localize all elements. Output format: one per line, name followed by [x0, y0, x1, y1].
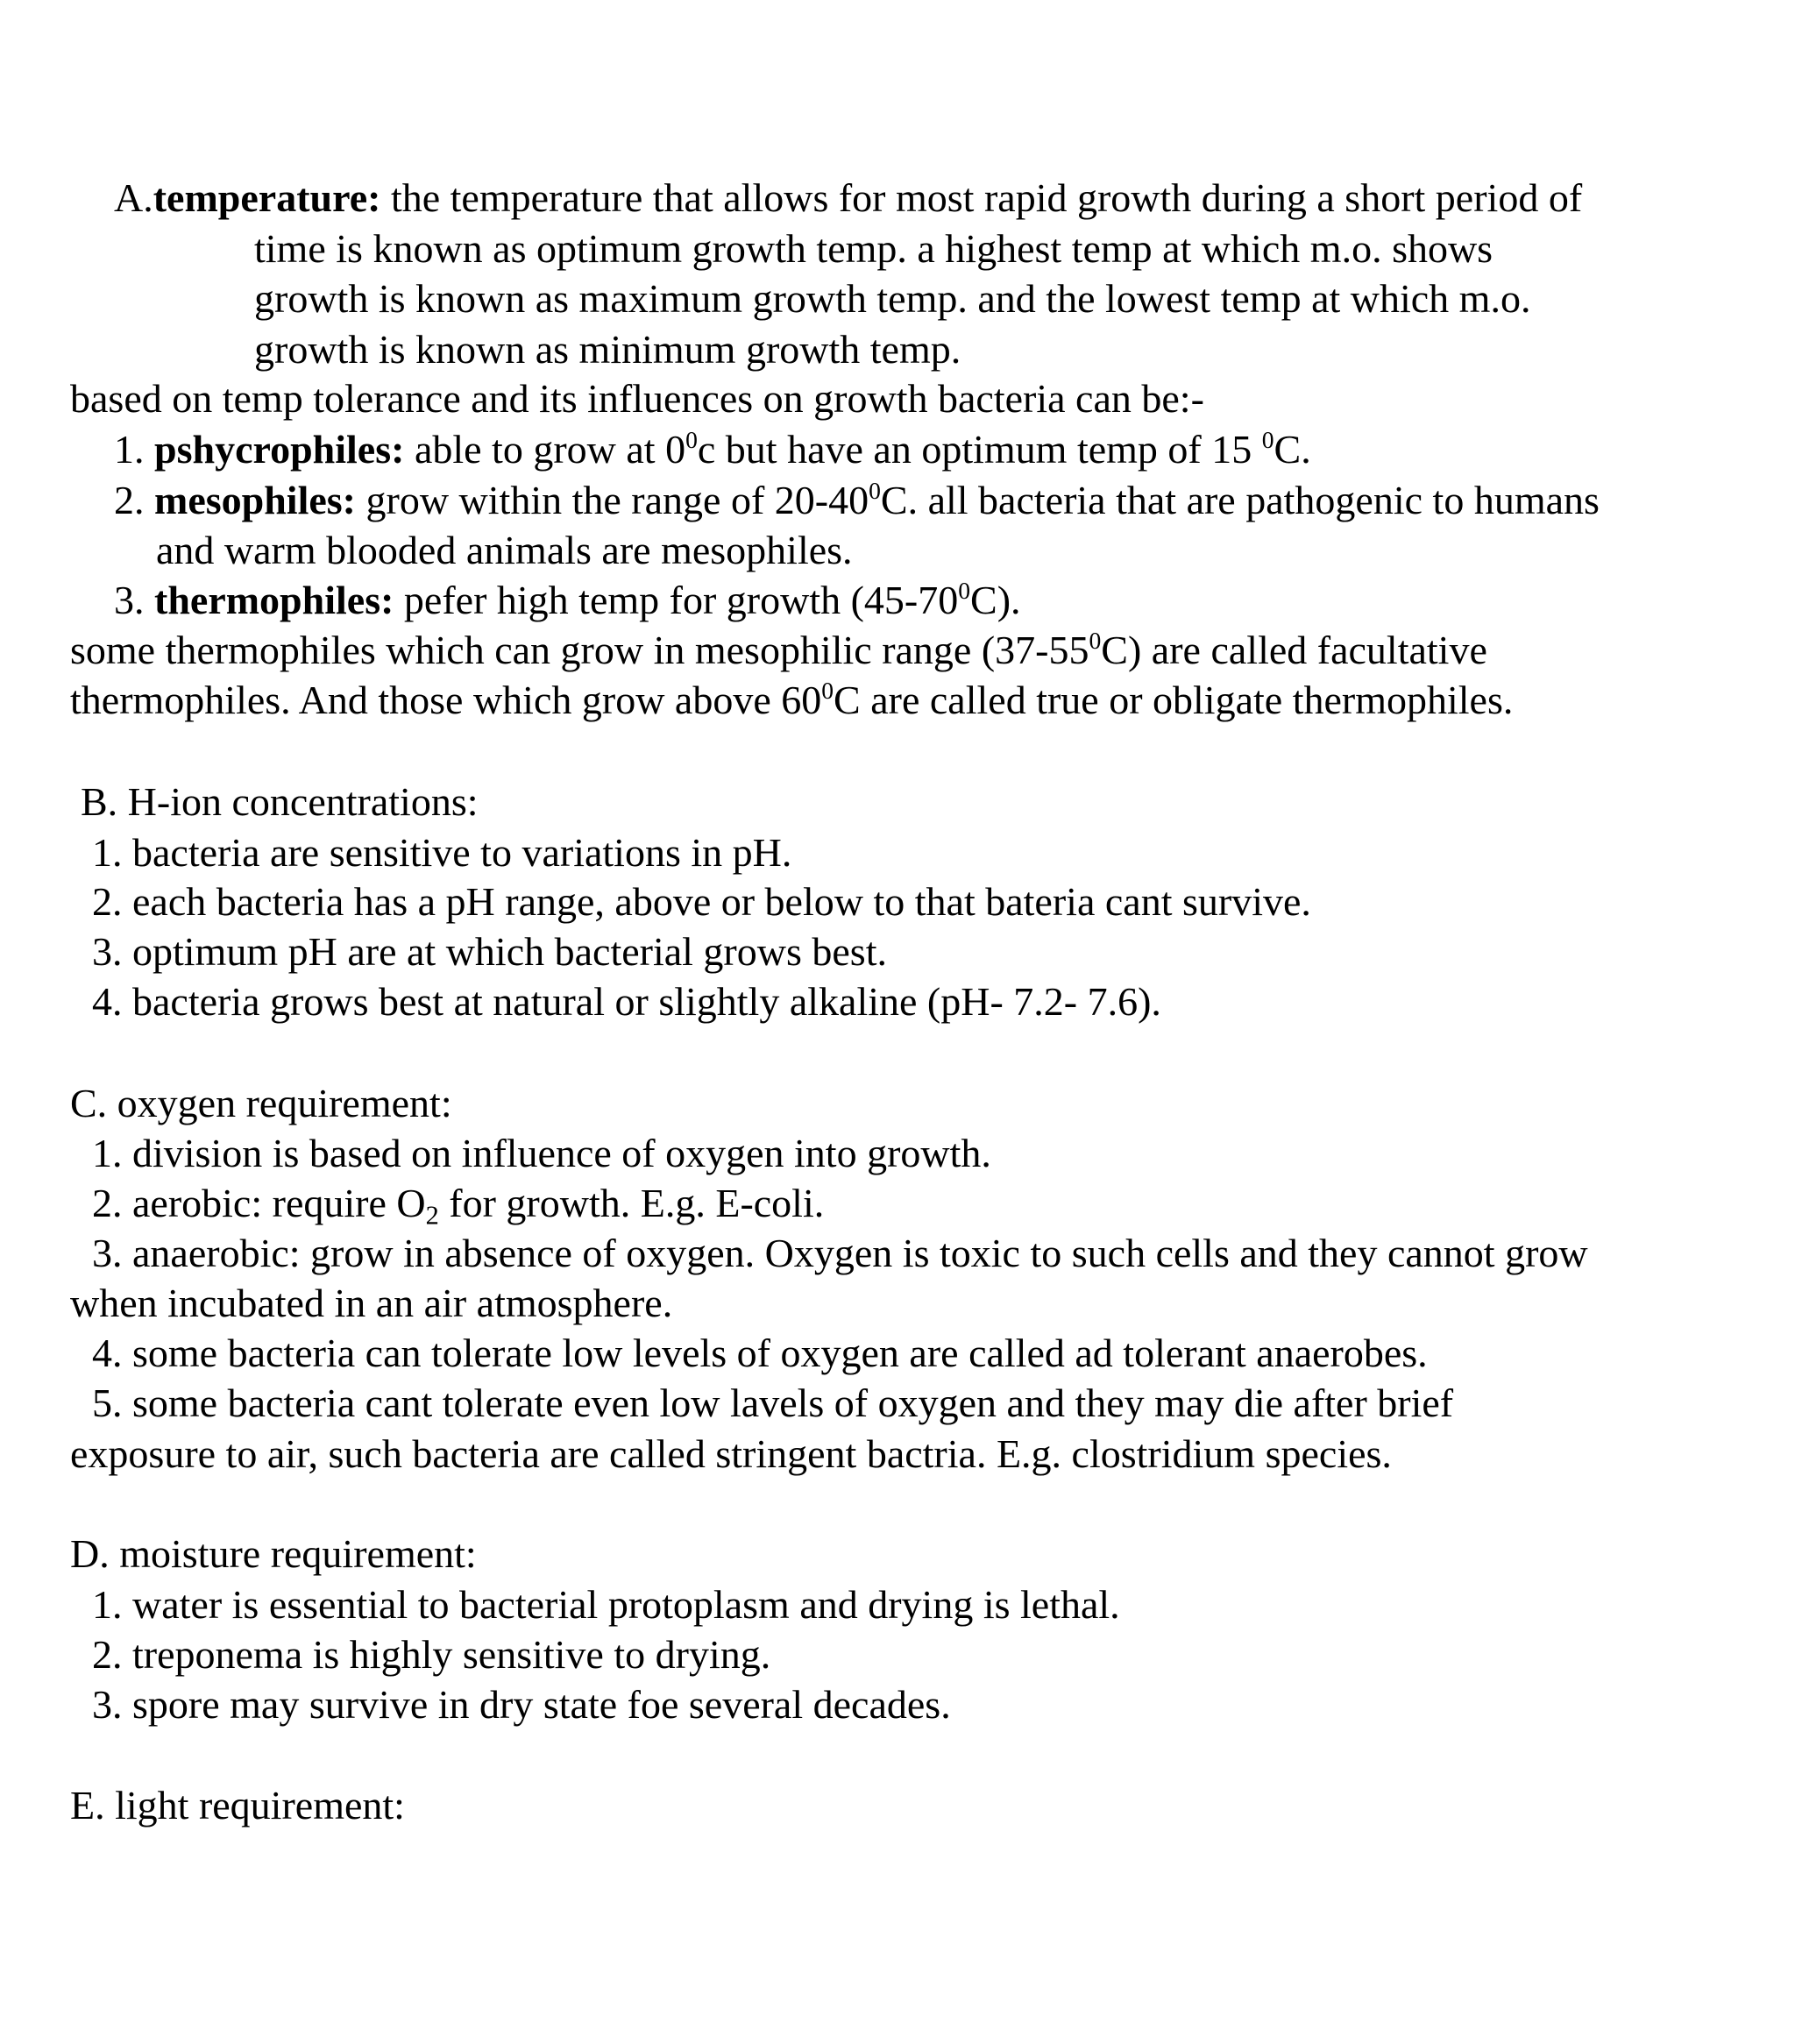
section-c-item-2: [92, 1181, 825, 1231]
paragraph-text: thermophiles. And those which grow above 60: [70, 678, 822, 722]
item-text: C.: [1274, 427, 1311, 472]
degree-superscript: 0: [869, 476, 881, 504]
item-text: C. all bacteria that are pathogenic to humans: [880, 478, 1600, 522]
thermophiles-item: [114, 576, 1021, 622]
section-a-line-2: time is known as optimum growth temp. a highest temp at which m.o. shows: [254, 226, 1493, 271]
facultative-thermophiles-line: [70, 626, 1487, 672]
oxygen-subscript: 2: [425, 1200, 439, 1231]
section-d-item-3: 3. spore may survive in dry state foe several decades.: [92, 1682, 951, 1727]
item-text: pefer high temp for growth (45-70: [394, 578, 959, 622]
section-c-item-3-continued: when incubated in an air atmosphere.: [70, 1281, 673, 1325]
degree-superscript: 0: [685, 425, 698, 453]
list-number: 2.: [114, 478, 145, 522]
degree-superscript: 0: [1261, 425, 1274, 453]
section-b-item-1: 1. bacteria are sensitive to variations in pH.: [92, 830, 792, 875]
section-a-term: temperature:: [153, 175, 381, 220]
thermophiles-term: thermophiles:: [154, 578, 394, 622]
paragraph-text: some thermophiles which can grow in mesophilic range (37-55: [70, 628, 1089, 672]
section-b-item-2: 2. each bacteria has a pH range, above or below to that bateria cant survive.: [92, 879, 1311, 924]
section-c-item-5: 5. some bacteria cant tolerate even low lavels of oxygen and they may die after brief: [92, 1380, 1454, 1425]
paragraph-text: C are called true or obligate thermophiles.: [834, 678, 1514, 722]
section-c-item-1: 1. division is based on influence of oxygen into growth.: [92, 1131, 991, 1175]
section-a-line-3: growth is known as maximum growth temp. and the lowest temp at which m.o.: [254, 276, 1531, 321]
degree-superscript: 0: [821, 676, 834, 704]
section-a-line-4: growth is known as minimum growth temp.: [254, 327, 961, 372]
section-a-intro: based on temp tolerance and its influences on growth bacteria can be:-: [70, 376, 1204, 421]
item-text: 2. aerobic: require O: [92, 1181, 426, 1225]
obligate-thermophiles-line: [70, 676, 1514, 722]
item-text: for growth. E.g. E-coli.: [438, 1181, 825, 1225]
section-d-item-1: 1. water is essential to bacterial protoplasm and drying is lethal.: [92, 1582, 1120, 1627]
section-a-prefix: A.: [114, 175, 153, 220]
section-d-heading: D. moisture requirement:: [70, 1531, 477, 1576]
section-a-line-1: [114, 175, 1583, 220]
pshycrophiles-item: [114, 425, 1311, 472]
mesophiles-item-continued: and warm blooded animals are mesophiles.: [156, 528, 853, 572]
item-text: c but have an optimum temp of 15: [697, 427, 1262, 472]
item-text: C).: [970, 578, 1021, 622]
section-b-item-3: 3. optimum pH are at which bacterial grows best.: [92, 929, 887, 974]
section-a-text: the temperature that allows for most rapid growth during a short period of: [380, 175, 1583, 220]
mesophiles-item: [114, 476, 1600, 522]
list-number: 1.: [114, 427, 145, 472]
degree-superscript: 0: [958, 576, 971, 604]
section-c-item-3: 3. anaerobic: grow in absence of oxygen. Oxygen is toxic to such cells and they cannot grow: [92, 1231, 1588, 1275]
list-number: 3.: [114, 578, 145, 622]
section-c-item-5-continued: exposure to air, such bacteria are called stringent bactria. E.g. clostridium species.: [70, 1431, 1392, 1476]
section-c-item-4: 4. some bacteria can tolerate low levels of oxygen are called ad tolerant anaerobes.: [92, 1331, 1428, 1375]
section-b-heading: B. H-ion concentrations:: [81, 779, 479, 824]
section-b-item-4: 4. bacteria grows best at natural or slightly alkaline (pH- 7.2- 7.6).: [92, 979, 1161, 1024]
item-text: able to grow at 0: [404, 427, 686, 472]
item-text: grow within the range of 20-40: [356, 478, 869, 522]
section-d-item-2: 2. treponema is highly sensitive to drying.: [92, 1632, 771, 1677]
paragraph-text: C) are called facultative: [1101, 628, 1487, 672]
pshycrophiles-term: pshycrophiles:: [154, 427, 405, 472]
degree-superscript: 0: [1089, 626, 1102, 654]
section-e-heading: E. light requirement:: [70, 1783, 405, 1828]
mesophiles-term: mesophiles:: [154, 478, 356, 522]
section-c-heading: C. oxygen requirement:: [70, 1081, 452, 1125]
